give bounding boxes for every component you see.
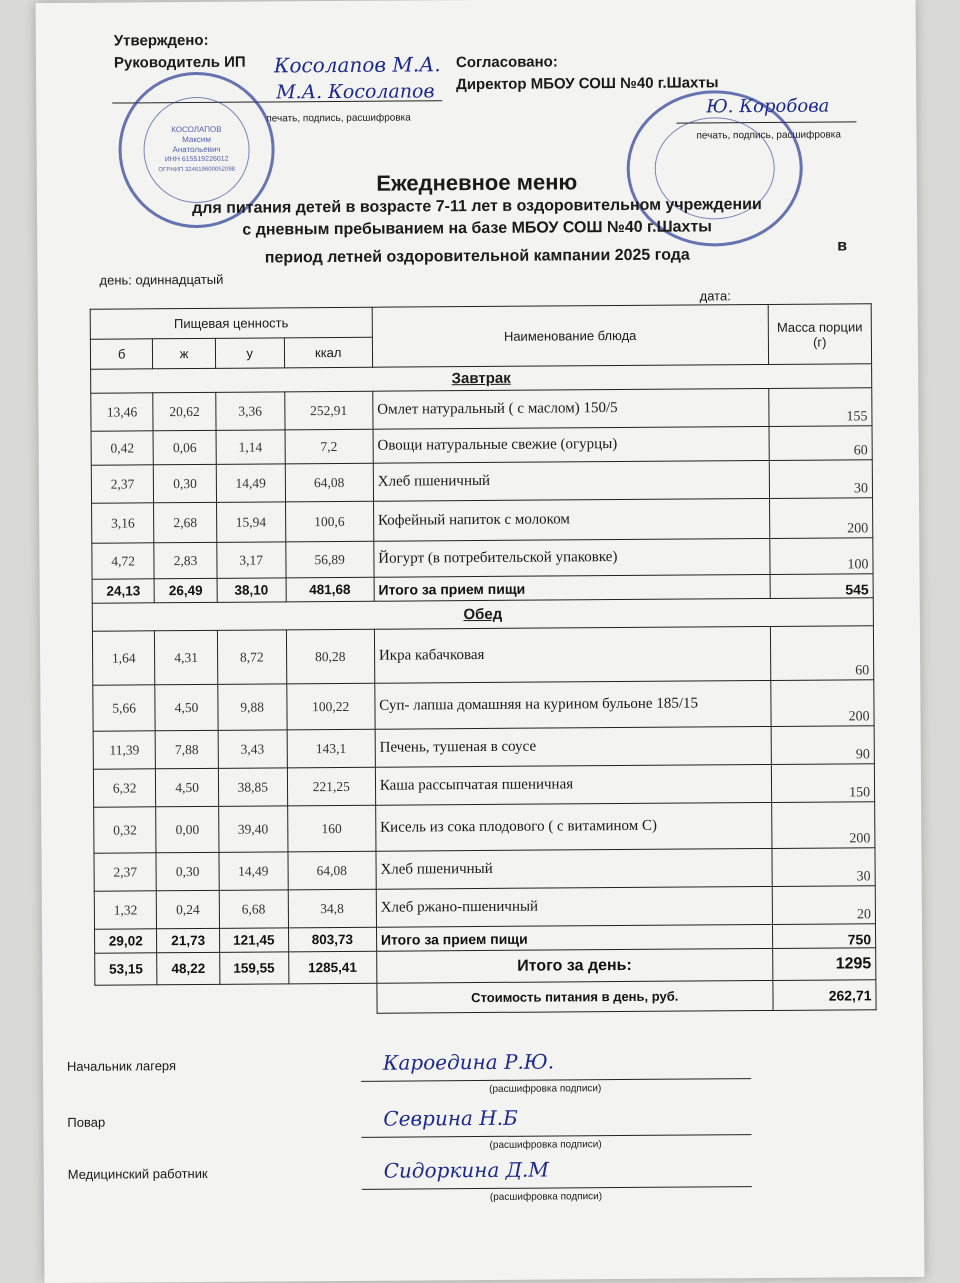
- agreed-title: Согласовано:: [455, 53, 558, 72]
- fat-cell: 0,30: [156, 852, 219, 890]
- fat-cell: 0,06: [153, 430, 216, 464]
- kcal-cell: 221,25: [287, 767, 375, 806]
- protein-cell: 2,37: [94, 853, 157, 891]
- day-total-u: 159,55: [219, 952, 288, 984]
- table-row: [91, 426, 872, 465]
- protein-cell: 1,32: [94, 891, 157, 929]
- portion-mass-cell: 155: [768, 388, 872, 427]
- day-total-zh: 48,22: [157, 952, 220, 984]
- signature-caption: (расшифровка подписи): [489, 1191, 603, 1203]
- signature-decoding: Севрина Н.Б: [383, 1105, 518, 1131]
- carb-cell: 15,94: [216, 502, 285, 542]
- portion-mass-cell: 200: [771, 802, 875, 849]
- protein-cell: 6,32: [93, 769, 156, 807]
- portion-mass-cell: 100: [770, 538, 874, 575]
- portion-mass-cell: 60: [770, 626, 874, 681]
- carb-cell: 14,49: [219, 852, 288, 890]
- table-row: [94, 848, 875, 891]
- fat-cell: 4,50: [155, 684, 218, 730]
- dish-name-cell: Хлеб пшеничный: [376, 848, 772, 889]
- col-zh-header: ж: [153, 338, 216, 368]
- stamp-left-name: КОСОЛАПОВ Максим Анатольевич: [171, 124, 222, 155]
- protein-cell: 3,16: [92, 503, 155, 543]
- fat-cell: 20,62: [153, 392, 216, 430]
- fat-cell: 0,00: [156, 806, 219, 852]
- breakfast-total-mass: 545: [770, 574, 873, 599]
- kcal-cell: 64,08: [288, 851, 376, 890]
- protein-cell: 11,39: [93, 731, 156, 769]
- kcal-cell: 100,6: [285, 501, 373, 542]
- agreed-signature: Ю. Коробова: [706, 95, 830, 118]
- dish-header: Наименование блюда: [372, 304, 768, 367]
- dish-name-cell: Йогурт (в потребительской упаковке): [374, 538, 770, 577]
- kcal-cell: 160: [287, 805, 376, 852]
- approved-caption: печать, подпись, расшифровка: [266, 112, 411, 125]
- kcal-cell: 64,08: [285, 463, 373, 502]
- carb-cell: 3,36: [216, 392, 285, 430]
- nutrition-header: Пищевая ценность: [90, 307, 372, 339]
- cost-row: [95, 980, 876, 1015]
- table-row: [93, 680, 874, 731]
- dish-name-cell: Печень, тушеная в соусе: [375, 726, 771, 767]
- mass-header: Масса порции (г): [768, 304, 872, 365]
- fat-cell: 0,24: [157, 890, 220, 928]
- breakfast-total-label: Итого за прием пищи: [374, 574, 770, 601]
- day-total-label: Итого за день:: [376, 948, 772, 983]
- signature-caption: (расшифровка подписи): [489, 1139, 602, 1151]
- lunch-total-zh: 21,73: [157, 928, 220, 952]
- table-row: [93, 764, 874, 807]
- breakfast-total-kcal: 481,68: [286, 577, 374, 602]
- date-label: дата:: [699, 288, 731, 304]
- carb-cell: 8,72: [217, 630, 286, 684]
- signature-role: Повар: [67, 1114, 106, 1130]
- dish-name-cell: Кисель из сока плодового ( с витамином С): [375, 802, 771, 851]
- kcal-cell: 252,91: [284, 391, 372, 430]
- lunch-total-mass: 750: [772, 924, 875, 949]
- portion-mass-cell: 30: [769, 460, 873, 499]
- kcal-cell: 143,1: [287, 729, 375, 768]
- approved-signature: Косолапов М.А.: [273, 52, 441, 78]
- portion-mass-cell: 60: [769, 426, 873, 461]
- fat-cell: 0,30: [154, 464, 217, 502]
- fat-cell: 2,83: [154, 542, 217, 578]
- signature-line: [361, 1134, 751, 1138]
- signature-decoding: Кароедина Р.Ю.: [382, 1049, 555, 1075]
- breakfast-total-b: 24,13: [92, 579, 155, 603]
- kcal-cell: 56,89: [285, 541, 373, 578]
- agreed-caption: печать, подпись, расшифровка: [696, 129, 841, 142]
- portion-mass-cell: 200: [770, 680, 874, 727]
- carb-cell: 38,85: [218, 768, 287, 806]
- document-title: Ежедневное меню: [376, 169, 578, 196]
- approved-decoding: М.А. Косолапов: [276, 80, 435, 104]
- portion-mass-cell: 200: [769, 498, 873, 539]
- breakfast-title: Завтрак: [91, 364, 872, 393]
- protein-cell: 1,64: [92, 631, 155, 685]
- stamp-left-inn: ИНН 615519226012: [164, 155, 229, 164]
- col-b-header: б: [90, 339, 153, 369]
- signature-line: [362, 1186, 752, 1190]
- kcal-cell: 7,2: [285, 429, 373, 464]
- lunch-title: Обед: [92, 598, 873, 631]
- dish-name-cell: Каша рассыпчатая пшеничная: [375, 764, 771, 805]
- protein-cell: 0,32: [94, 807, 157, 853]
- dish-name-cell: Хлеб ржано-пшеничный: [376, 886, 772, 927]
- day-total-b: 53,15: [95, 953, 158, 985]
- lunch-rows: [92, 626, 875, 929]
- fat-cell: 4,50: [156, 768, 219, 806]
- dish-name-cell: Хлеб пшеничный: [373, 460, 769, 501]
- day-label: день: одиннадцатый: [99, 271, 224, 288]
- portion-mass-cell: 90: [771, 726, 875, 765]
- signature-role: Медицинский работник: [67, 1165, 208, 1182]
- signature-line: [361, 1078, 751, 1082]
- signature-role: Начальник лагеря: [66, 1058, 177, 1074]
- table-row: [94, 886, 875, 929]
- document-page: [36, 0, 925, 1283]
- agreed-role: Директор МБОУ СОШ №40 г.Шахты: [456, 74, 719, 94]
- kcal-cell: 34,8: [288, 889, 376, 928]
- fat-cell: 4,31: [155, 630, 218, 684]
- portion-mass-cell: 30: [772, 848, 876, 887]
- menu-table: [90, 303, 877, 1015]
- col-kcal-header: ккал: [284, 337, 372, 368]
- protein-cell: 4,72: [92, 543, 155, 579]
- breakfast-total-u: 38,10: [217, 578, 286, 602]
- dish-name-cell: Икра кабачковая: [374, 626, 770, 683]
- cost-label: Стоимость питания в день, руб.: [377, 980, 773, 1013]
- table-row: [92, 498, 873, 543]
- protein-cell: 0,42: [91, 431, 154, 465]
- breakfast-rows: [91, 388, 873, 579]
- dish-name-cell: Овощи натуральные свежие (огурцы): [373, 426, 769, 463]
- dish-name-cell: Суп- лапша домашняя на курином бульоне 185/15: [375, 680, 771, 729]
- lunch-total-b: 29,02: [95, 929, 158, 953]
- table-row: [91, 388, 872, 431]
- lunch-total-kcal: 803,73: [288, 927, 376, 952]
- carb-cell: 6,68: [219, 890, 288, 928]
- portion-mass-cell: 20: [772, 886, 876, 925]
- signature-caption: (расшифровка подписи): [489, 1083, 602, 1095]
- subtitle-line-1: для питания детей в возрасте 7-11 лет в оздоровительном учреждении: [192, 196, 762, 217]
- subtitle-side: в: [837, 237, 848, 255]
- dish-name-cell: Омлет натуральный ( с маслом) 150/5: [373, 388, 769, 429]
- kcal-cell: 100,22: [286, 683, 375, 730]
- table-row: [94, 802, 875, 853]
- breakfast-total-zh: 26,49: [154, 578, 217, 602]
- carb-cell: 39,40: [218, 806, 287, 852]
- col-u-header: у: [215, 338, 284, 368]
- day-total-kcal: 1285,41: [288, 951, 376, 984]
- protein-cell: 5,66: [93, 685, 156, 731]
- stamp-left-ogrnip: ОГРНИП 324619600052098: [158, 166, 236, 174]
- table-row: [92, 538, 873, 579]
- carb-cell: 9,88: [218, 684, 287, 730]
- protein-cell: 13,46: [91, 393, 154, 431]
- fat-cell: 7,88: [156, 730, 219, 768]
- protein-cell: 2,37: [91, 465, 154, 503]
- carb-cell: 1,14: [216, 430, 285, 464]
- subtitle-line-2: с дневным пребыванием на базе МБОУ СОШ №40 г.Шахты: [242, 218, 712, 239]
- kcal-cell: 80,28: [286, 629, 375, 684]
- portion-mass-cell: 150: [771, 764, 875, 803]
- dish-name-cell: Кофейный напиток с молоком: [373, 498, 769, 541]
- table-row: [92, 626, 873, 685]
- fat-cell: 2,68: [154, 502, 217, 542]
- table-row: [91, 460, 872, 503]
- table-row: [93, 726, 874, 769]
- signature-decoding: Сидоркина Д.М: [383, 1157, 549, 1183]
- carb-cell: 3,43: [218, 730, 287, 768]
- approved-role: Руководитель ИП: [113, 53, 246, 72]
- cost-value: 262,71: [773, 980, 877, 1011]
- approved-title: Утверждено:: [113, 31, 209, 50]
- day-total-mass: 1295: [772, 948, 876, 981]
- carb-cell: 3,17: [217, 542, 286, 578]
- lunch-total-u: 121,45: [219, 928, 288, 952]
- subtitle-line-3: период летней оздоровительной кампании 2025 года: [264, 246, 690, 267]
- lunch-total-label: Итого за прием пищи: [376, 924, 772, 951]
- carb-cell: 14,49: [216, 464, 285, 502]
